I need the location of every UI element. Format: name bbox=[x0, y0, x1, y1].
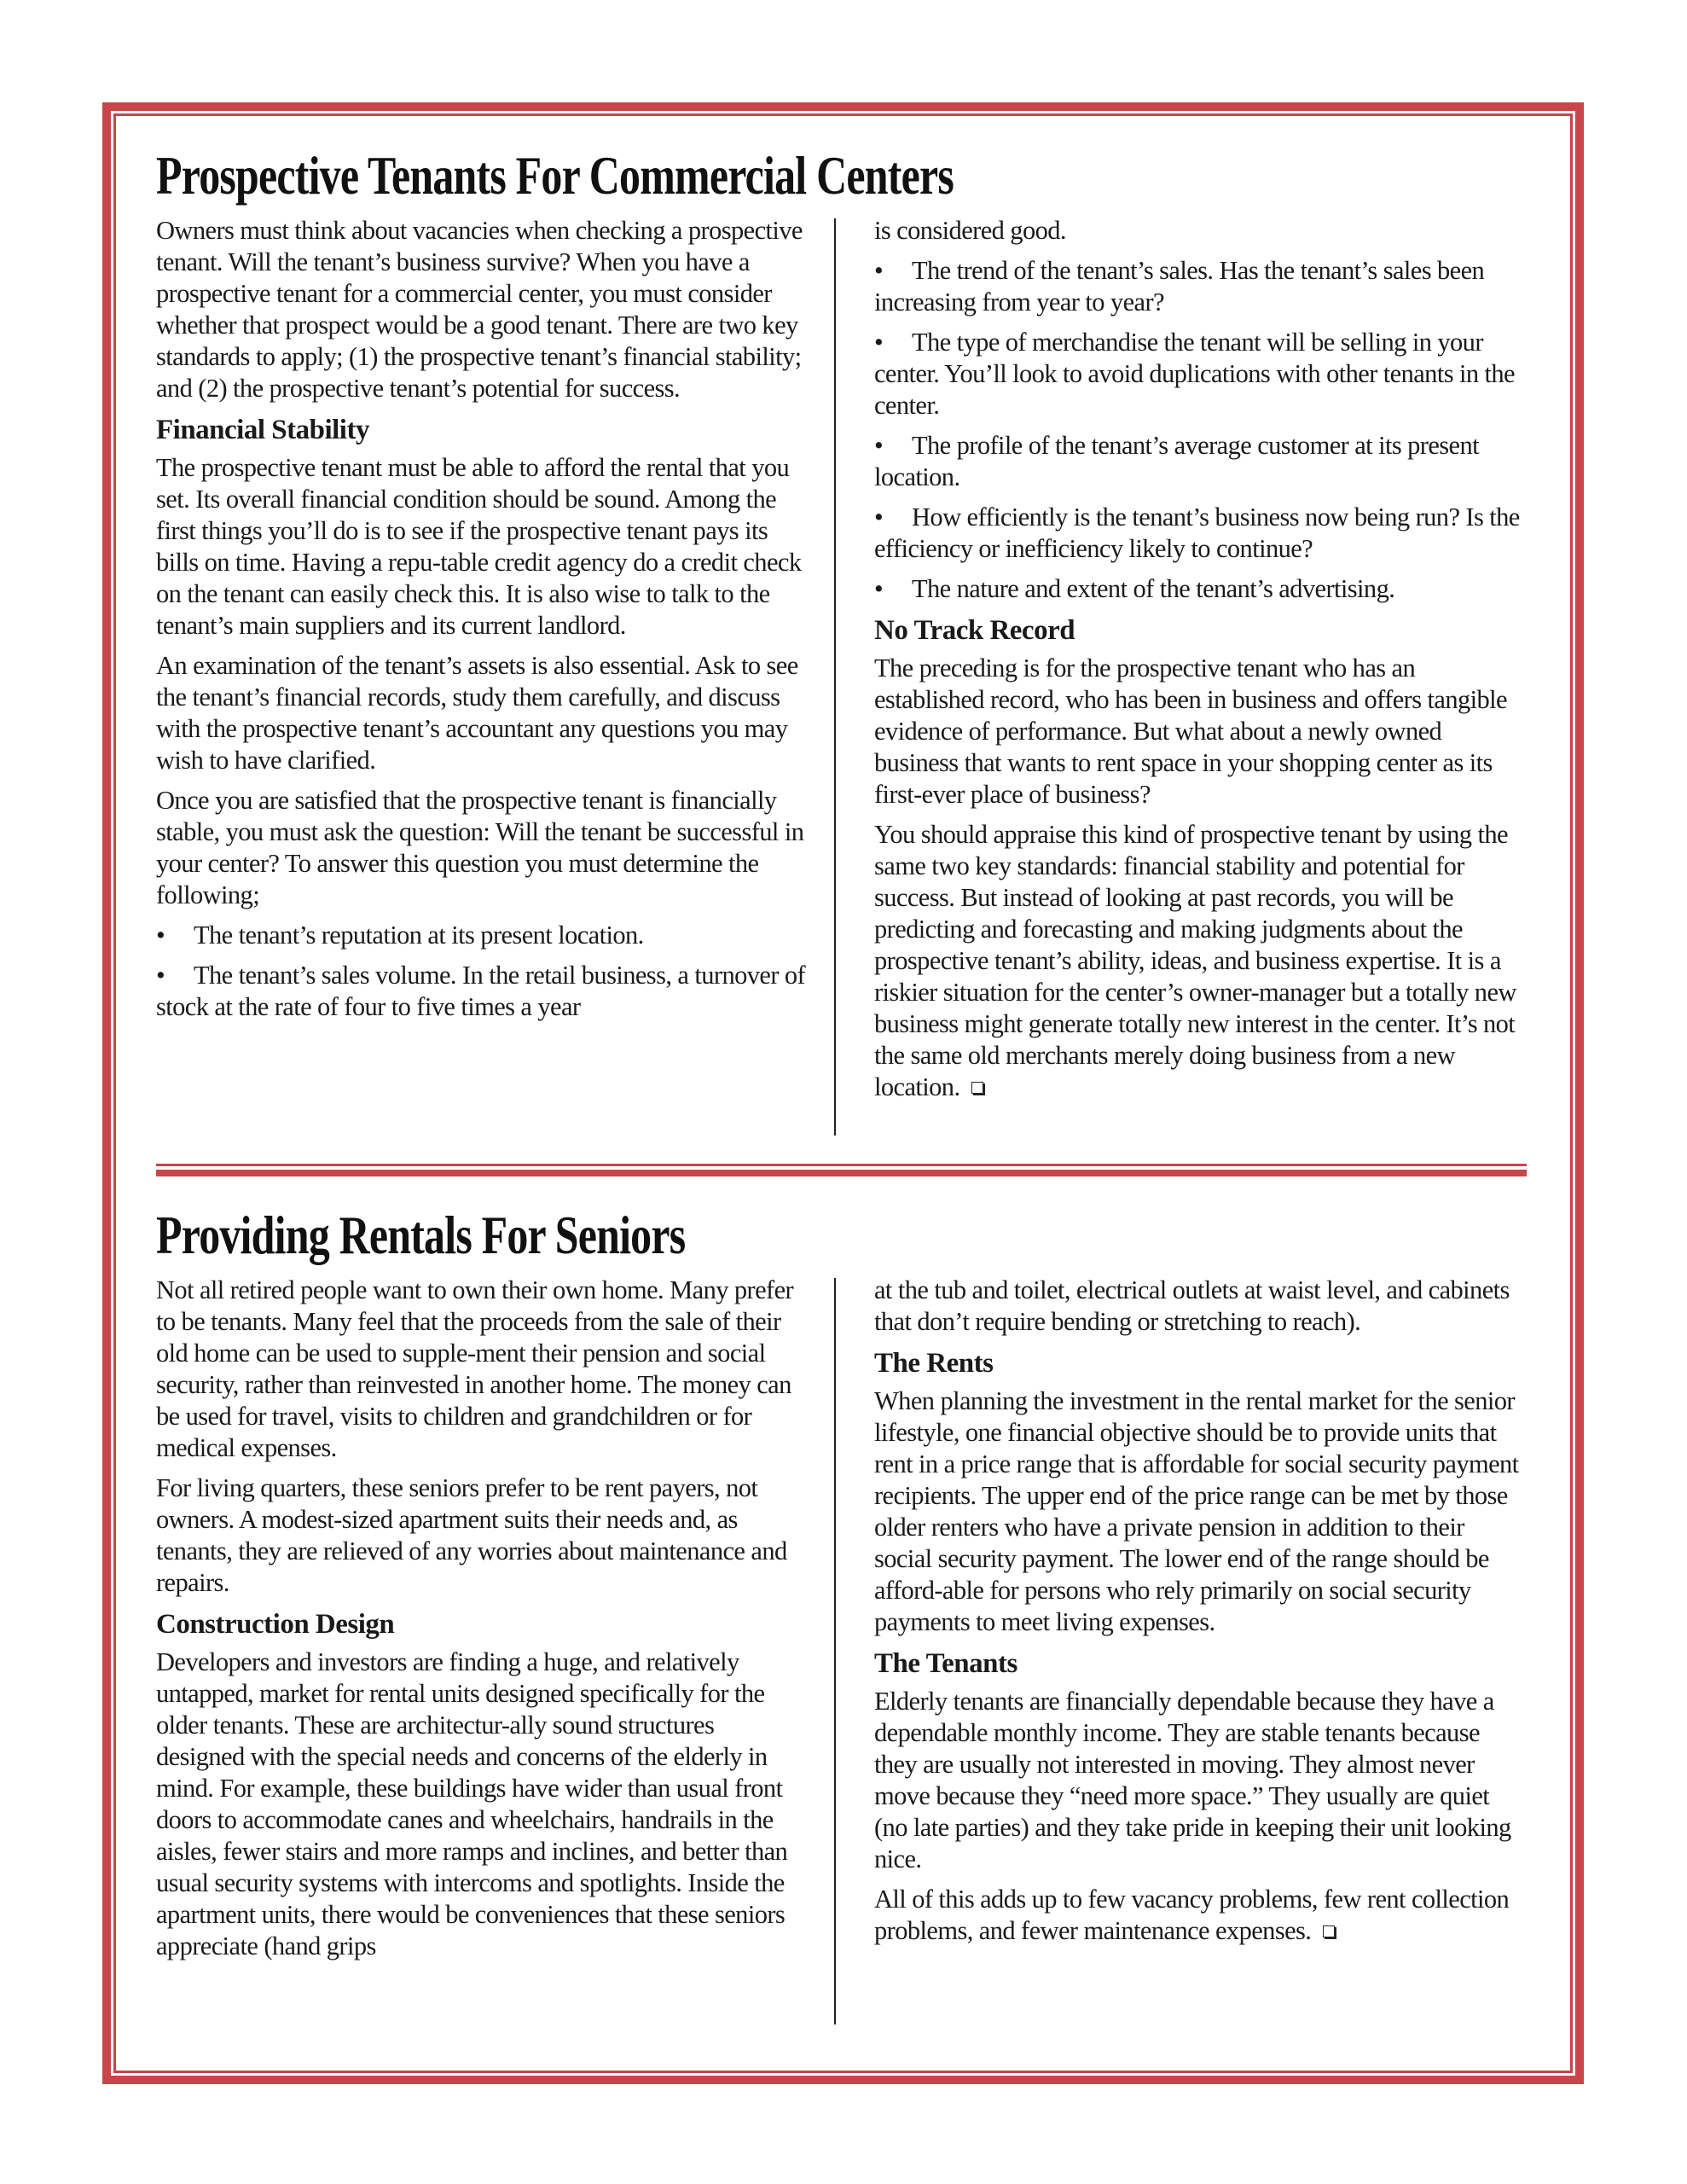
bullet-item: • The profile of the tenant’s average customer at its present location. bbox=[874, 431, 1479, 491]
article-rentals-for-seniors bbox=[156, 1203, 1527, 2024]
right-column bbox=[836, 1275, 1524, 2024]
bullet-item: • The nature and extent of the tenant’s advertising. bbox=[874, 574, 1395, 603]
bullet-item: • How efficiently is the tenant’s business now being run? Is the efficiency or inefficiency likely to continue? bbox=[874, 502, 1520, 563]
bullet-item: • The trend of the tenant’s sales. Has the tenant’s sales been increasing from year to year? bbox=[874, 256, 1485, 317]
paragraph: For living quarters, these seniors prefer to be rent payers, not owners. A modest-sized apartment suits their needs and, as tenants, they are relieved of any worries about maintenance and repairs. bbox=[156, 1473, 787, 1597]
article-columns bbox=[156, 215, 1527, 1136]
paragraph: You should appraise this kind of prospective tenant by using the same two key standards: financial stability and potential for success. But instead of looking at past records, you will be predicting and forecasting and making judgments about the prospective tenant’s ability, ideas, and business expertise. It is a riskier situation for the center’s owner-manager but a totally new business might generate totally new interest in the center. It’s not the same old merchants merely doing business from a new location. bbox=[874, 820, 1516, 1101]
paragraph: is considered good. bbox=[874, 216, 1066, 245]
bullet-icon: • bbox=[156, 921, 165, 950]
paragraph: All of this adds up to few vacancy problems, few rent collection problems, and fewer maintenance expenses. bbox=[874, 1885, 1510, 1945]
bullet-icon: • bbox=[156, 961, 165, 990]
article-columns bbox=[156, 1275, 1527, 2024]
article-title: Providing Rentals For Seniors bbox=[156, 1205, 686, 1265]
bullet-icon: • bbox=[874, 328, 884, 357]
bullet-icon: • bbox=[874, 502, 884, 531]
subheading-the-tenants: The Tenants bbox=[874, 1648, 1017, 1679]
subheading-construction-design: Construction Design bbox=[156, 1609, 395, 1640]
paragraph: The preceding is for the prospective tenant who has an established record, who has been in business and offers tangible evidence of performance. But what about a newly owned business that wants to rent space in your shopping center as its first-ever place of business? bbox=[874, 653, 1507, 809]
bullet-icon: • bbox=[874, 256, 884, 285]
subheading-financial-stability: Financial Stability bbox=[156, 415, 369, 445]
article-title: Prospective Tenants For Commercial Centers bbox=[156, 145, 954, 206]
left-column bbox=[156, 1275, 834, 2024]
bullet-icon: • bbox=[874, 574, 884, 603]
bullet-item: • The tenant’s reputation at its present location. bbox=[156, 921, 644, 950]
section-divider bbox=[156, 1164, 1527, 1176]
box-end-mark-icon bbox=[971, 1082, 983, 1094]
bullet-item: • The tenant’s sales volume. In the retail business, a turnover of stock at the rate of four to five times a year bbox=[156, 961, 806, 1021]
paragraph: Once you are satisfied that the prospective tenant is financially stable, you must ask the question: Will the tenant be successful in your center? To answer this question you must determine the following; bbox=[156, 786, 804, 909]
left-column bbox=[156, 215, 834, 1136]
paragraph: When planning the investment in the rental market for the senior lifestyle, one financial objective should be to provide units that rent in a price range that is affordable for social security payment recipients. The upper end of the price range can be met by those older renters who have a private pension in addition to their social security payment. The lower end of the range should be afford-able for persons who rely primarily on social security payments to meet living expenses. bbox=[874, 1386, 1519, 1636]
paragraph: An examination of the tenant’s assets is also essential. Ask to see the tenant’s financial records, study them carefully, and discuss with the prospective tenant’s accountant any questions you may wish to have clarified. bbox=[156, 651, 798, 775]
bullet-item: • The type of merchandise the tenant will be selling in your center. You’ll look to avoid duplications with other tenants in the center. bbox=[874, 328, 1515, 420]
paragraph: at the tub and toilet, electrical outlets at waist level, and cabinets that don’t require bending or stretching to reach). bbox=[874, 1275, 1510, 1336]
article-prospective-tenants bbox=[156, 143, 1527, 1136]
subheading-no-track-record: No Track Record bbox=[874, 615, 1075, 646]
subheading-the-rents: The Rents bbox=[874, 1348, 994, 1379]
bullet-icon: • bbox=[874, 431, 884, 460]
right-column bbox=[836, 215, 1524, 1136]
paragraph: Owners must think about vacancies when checking a prospective tenant. Will the tenant’s business survive? When you have a prospective tenant for a commercial center, you must consider whether that prospect would be a good tenant. There are two key standards to apply; (1) the prospective tenant’s financial stability; and (2) the prospective tenant’s potential for success. bbox=[156, 216, 803, 403]
paragraph: Developers and investors are finding a huge, and relatively untapped, market for rental units designed specifically for the older tenants. These are architectur-ally sound structures designed with the special needs and concerns of the elderly in mind. For example, these buildings have wider than usual front doors to accommodate canes and wheelchairs, handrails in the aisles, fewer stairs and more ramps and inclines, and better than usual security systems with intercoms and spotlights. Inside the apartment units, there would be conveniences that these seniors appreciate (hand grips bbox=[156, 1647, 788, 1960]
paragraph: Elderly tenants are financially dependable because they have a dependable monthly income. They are stable tenants because they are usually not interested in moving. They almost never move because they “need more space.” They usually are quiet (no late parties) and they take pride in keeping their unit looking nice. bbox=[874, 1687, 1511, 1873]
box-end-mark-icon bbox=[1323, 1926, 1335, 1937]
paragraph: The prospective tenant must be able to afford the rental that you set. Its overall financial condition should be sound. Among the first things you’ll do is to see if the prospective tenant pays its bills on time. Having a repu-table credit agency do a credit check on the tenant can easily check this. It is also wise to talk to the tenant’s main suppliers and its current landlord. bbox=[156, 453, 802, 640]
paragraph: Not all retired people want to own their own home. Many prefer to be tenants. Many feel that the proceeds from the sale of their old home can be used to supple-ment their pension and social security, rather than reinvested in another home. The money can be used for travel, visits to children and grandchildren or for medical expenses. bbox=[156, 1275, 794, 1462]
